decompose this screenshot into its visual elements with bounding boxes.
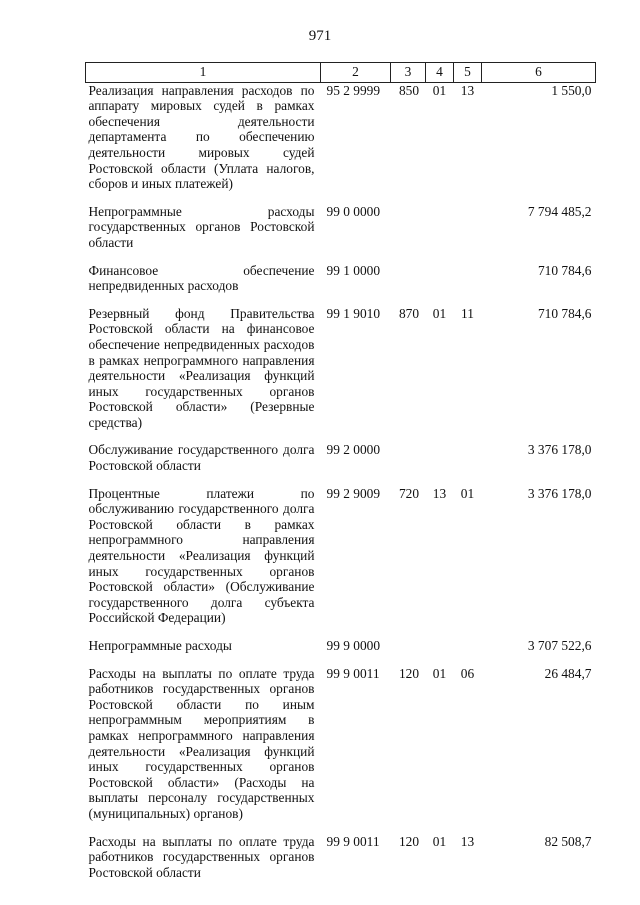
row-name: Обслуживание государственного долга Ростовской области: [88, 442, 315, 474]
row-subsection: 13: [460, 82, 475, 98]
row-name: Финансовое обеспечение непредвиденных расходов: [88, 262, 315, 294]
row-amount: 82 508,7: [544, 833, 592, 849]
row-subsection: 11: [461, 305, 474, 321]
row-spacer-cell: [86, 251, 596, 263]
row-subsection: [454, 442, 482, 473]
row-subsection: [454, 638, 482, 654]
row-spacer: [86, 294, 596, 306]
table-row: [86, 442, 596, 473]
row-amount: 710 784,6: [537, 305, 592, 321]
row-subsection: [454, 204, 482, 251]
table-row: [86, 263, 596, 294]
table-row: [86, 82, 596, 192]
row-name: Расходы на выплаты по оплате труда работников государственных органов Ростовской области по иным непрограммным мероприятиям в рамках непрограммного направления деятельности «Реализация функций иных государственных органов Ростовской области» (Расходы на выплаты персоналу государственных (муниципальных) органов): [88, 665, 315, 821]
row-spacer-cell: [86, 654, 596, 666]
row-expense-type: [391, 638, 426, 654]
table-row: [86, 306, 596, 431]
row-section: [426, 204, 454, 251]
row-code: 99 1 9010: [326, 305, 381, 321]
row-expense-type: 870: [398, 305, 420, 321]
header-col-3: 3: [391, 63, 426, 83]
header-col-2: 2: [321, 63, 391, 83]
table-row: [86, 638, 596, 654]
row-spacer: [86, 626, 596, 638]
row-expense-type: [391, 442, 426, 473]
row-code: 99 1 0000: [326, 262, 381, 278]
row-spacer: [86, 430, 596, 442]
row-subsection: 13: [460, 833, 475, 849]
row-name: Резервный фонд Правительства Ростовской области на финансовое обеспечение непредвиденных расходов в рамках непрограммного направления деятельности «Реализация функций иных государственных органов Ростовской области» (Резервные средства): [88, 305, 315, 430]
row-expense-type: [391, 263, 426, 294]
budget-table: [85, 62, 596, 880]
row-amount: 710 784,6: [537, 262, 592, 278]
header-col-5: 5: [454, 63, 482, 83]
row-code: 99 9 0011: [326, 833, 380, 849]
row-spacer-cell: [86, 192, 596, 204]
row-expense-type: [391, 204, 426, 251]
row-spacer: [86, 474, 596, 486]
row-spacer-cell: [86, 474, 596, 486]
row-name: Непрограммные расходы: [88, 638, 232, 653]
row-spacer-cell: [86, 822, 596, 834]
header-col-1: 1: [86, 63, 321, 83]
row-amount: 1 550,0: [551, 82, 592, 98]
row-code: 95 2 9999: [326, 82, 381, 98]
row-expense-type: 850: [398, 82, 420, 98]
table-row: [86, 204, 596, 251]
page-number: 971: [308, 28, 332, 44]
table-row: [86, 834, 596, 881]
row-subsection: 01: [460, 485, 475, 501]
row-code: 99 9 0000: [326, 638, 381, 653]
row-subsection: 06: [460, 665, 475, 681]
row-name: Процентные платежи по обслуживанию государственного долга Ростовской области в рамках непрограммного направления деятельности «Реализация функций иных государственных органов Ростовской области» (Обслуживание государственного долга субъекта Российской Федерации): [88, 485, 315, 626]
row-amount: 3 376 178,0: [527, 442, 592, 458]
table-header: [86, 63, 596, 83]
row-section: 01: [432, 833, 447, 849]
row-spacer: [86, 192, 596, 204]
row-code: 99 0 0000: [326, 203, 381, 219]
row-expense-type: 120: [398, 833, 420, 849]
row-section: [426, 442, 454, 473]
row-amount: 3 707 522,6: [527, 638, 592, 653]
row-spacer-cell: [86, 294, 596, 306]
row-name: Непрограммные расходы государственных органов Ростовской области: [88, 203, 315, 250]
row-amount: 26 484,7: [544, 665, 592, 681]
row-section: 01: [432, 305, 447, 321]
header-col-4: 4: [426, 63, 454, 83]
row-subsection: [454, 263, 482, 294]
row-name: Расходы на выплаты по оплате труда работников государственных органов Ростовской области: [88, 833, 315, 880]
table-row: [86, 666, 596, 822]
table-row: [86, 486, 596, 626]
row-spacer-cell: [86, 430, 596, 442]
table-body: [86, 82, 596, 880]
row-code: 99 2 9009: [326, 485, 381, 501]
row-section: 01: [432, 665, 447, 681]
row-section: 13: [432, 485, 447, 501]
row-section: [426, 263, 454, 294]
row-amount: 7 794 485,2: [527, 203, 592, 219]
row-section: [426, 638, 454, 654]
row-name: Реализация направления расходов по аппарату мировых судей в рамках обеспечения деятельности департамента по обеспечению деятельности мировых судей Ростовской области (Уплата налогов, сборов и иных платежей): [88, 82, 315, 192]
header-row: [86, 63, 596, 83]
row-expense-type: 720: [398, 485, 420, 501]
row-spacer: [86, 251, 596, 263]
row-section: 01: [432, 82, 447, 98]
row-spacer: [86, 822, 596, 834]
row-expense-type: 120: [398, 665, 420, 681]
row-code: 99 2 0000: [326, 442, 381, 458]
row-spacer-cell: [86, 626, 596, 638]
header-col-6: 6: [482, 63, 596, 83]
row-code: 99 9 0011: [326, 665, 380, 681]
row-amount: 3 376 178,0: [527, 485, 592, 501]
row-spacer: [86, 654, 596, 666]
